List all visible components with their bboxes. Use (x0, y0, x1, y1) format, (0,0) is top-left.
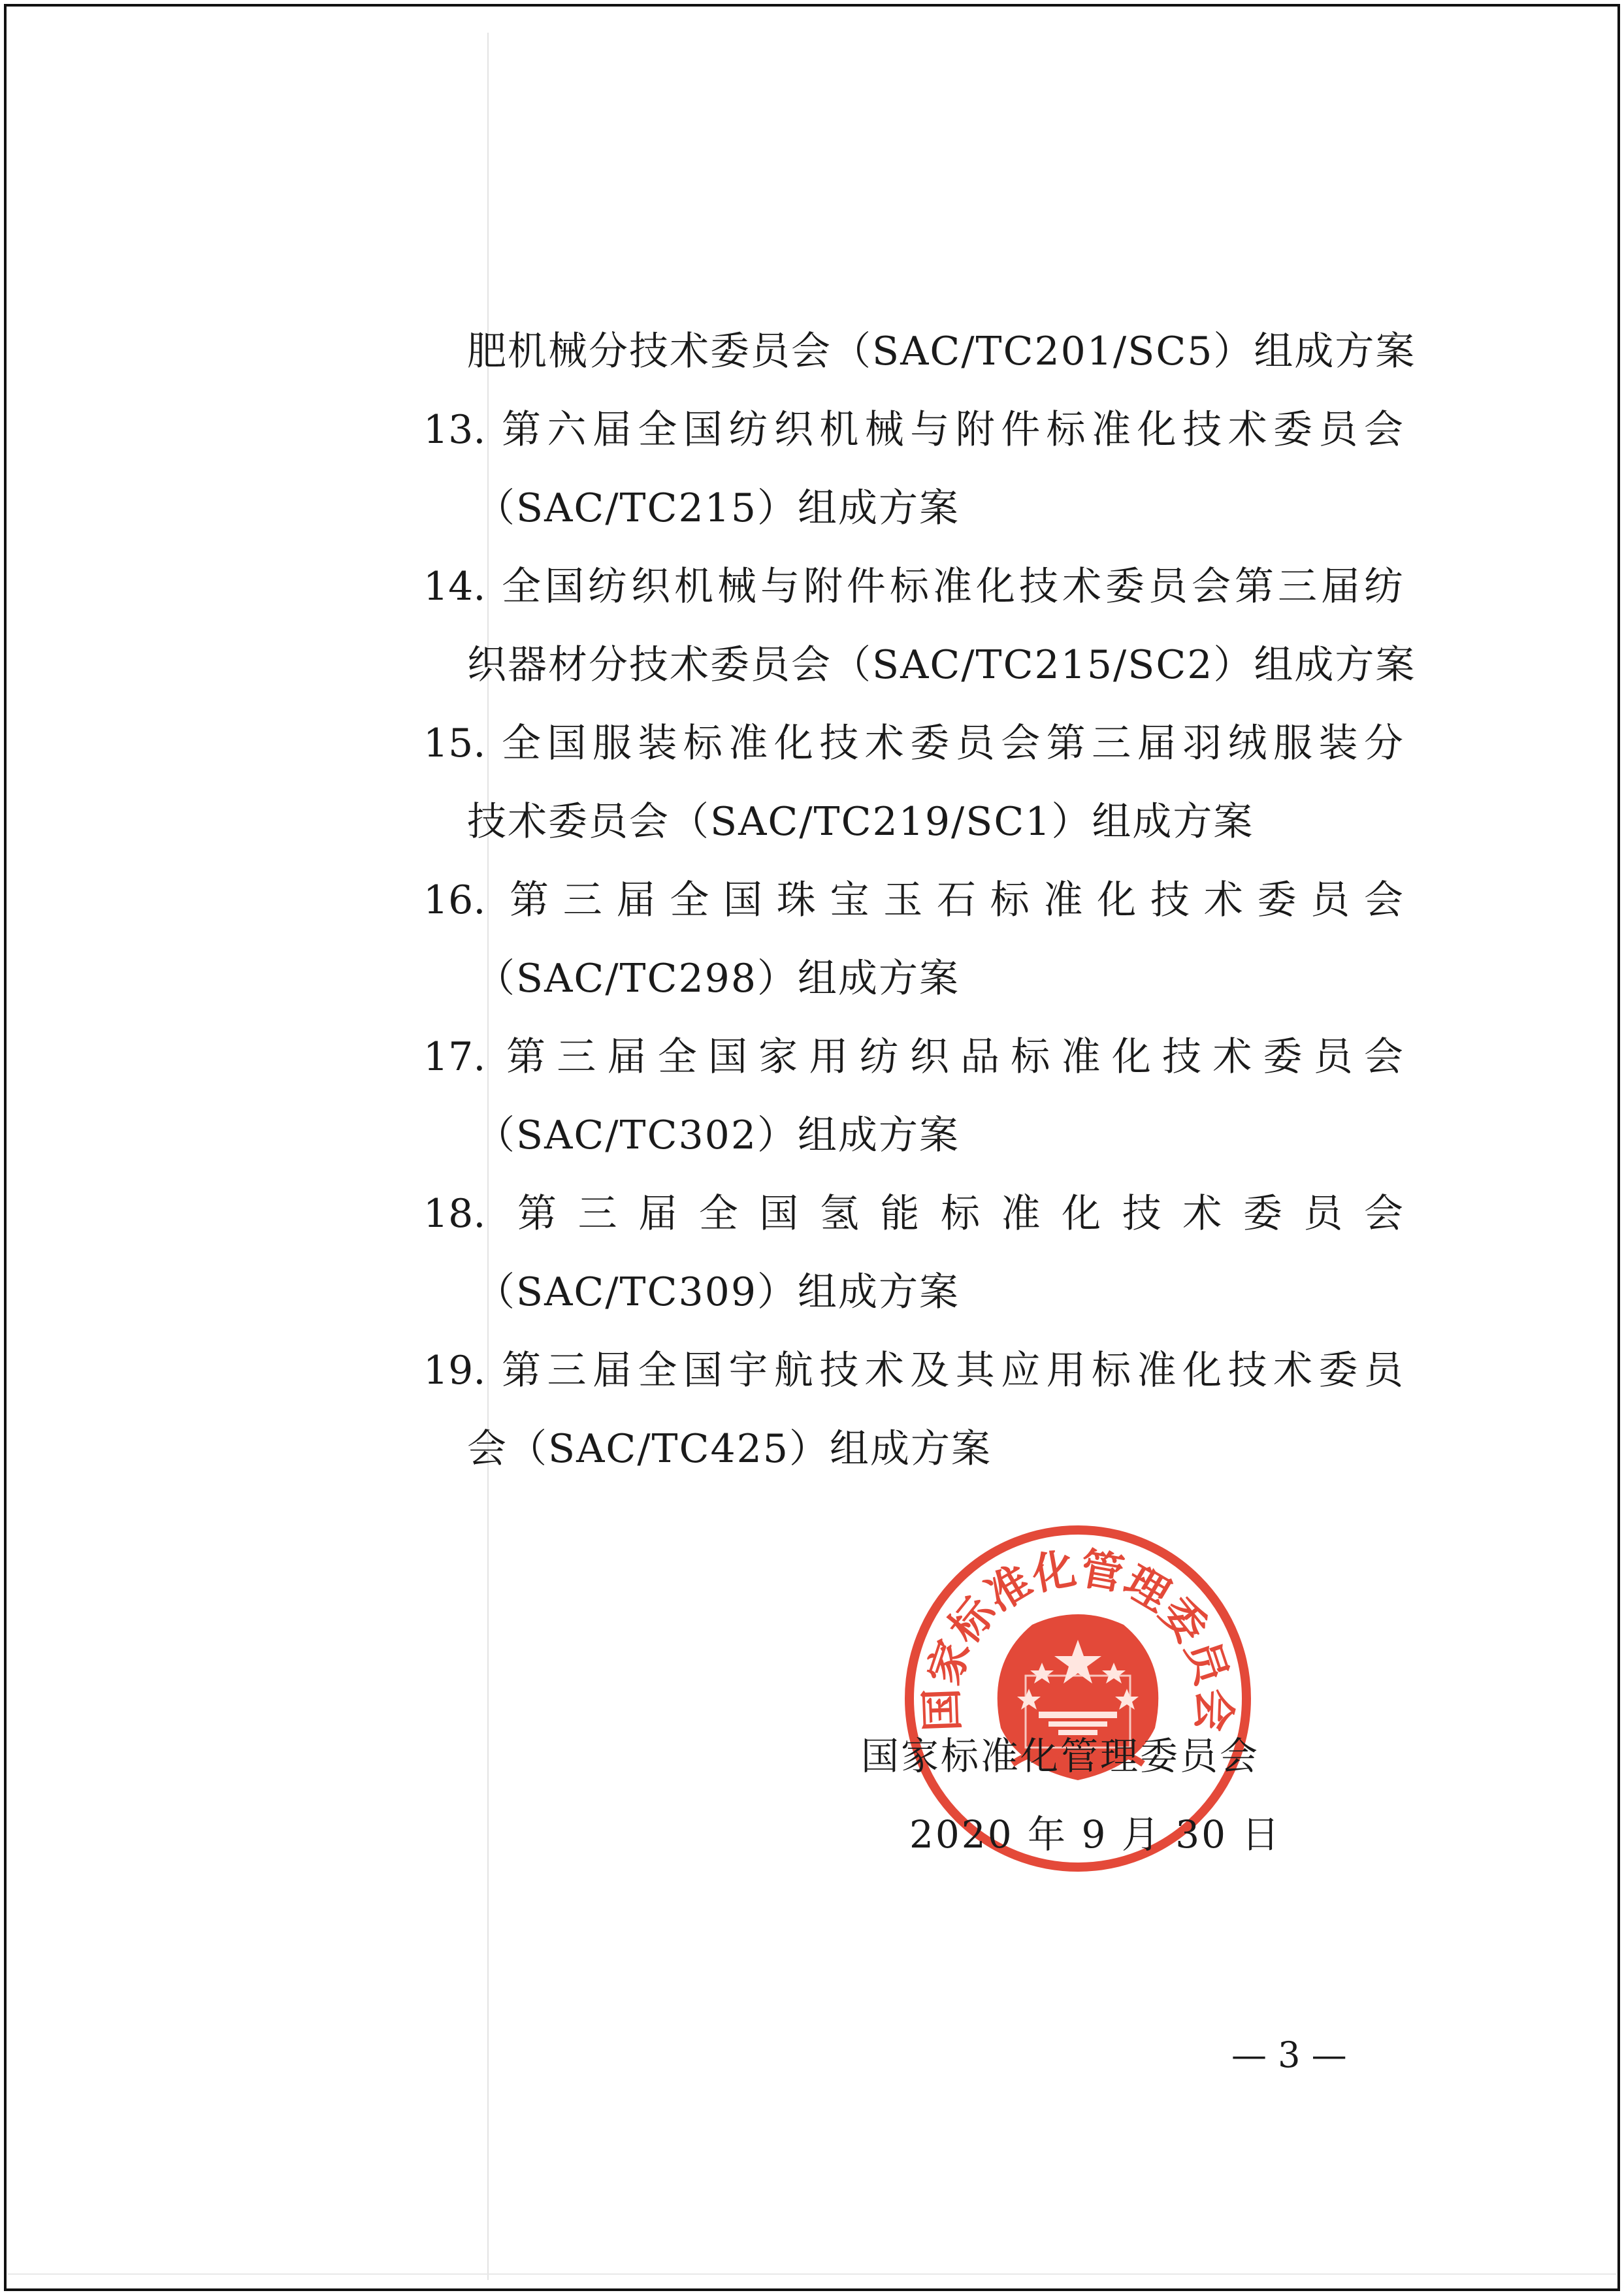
list-item-line: （SAC/TC215）组成方案 (476, 485, 960, 531)
list-item-line: 会（SAC/TC425）组成方案 (467, 1426, 992, 1472)
list-item-line: 全国纺织机械与附件标准化技术委员会第三届纺 (502, 564, 1405, 610)
list-item-line: 第三届全国氢能标准化技术委员会 (517, 1191, 1405, 1237)
list-item-number: 17. (423, 1034, 486, 1080)
list-item-line: 技术委员会（SAC/TC219/SC1）组成方案 (467, 799, 1254, 845)
list-item-line: 织器材分技术委员会（SAC/TC215/SC2）组成方案 (467, 642, 1416, 688)
list-item-continuation: 肥机械分技术委员会（SAC/TC201/SC5）组成方案 (467, 329, 1416, 374)
list-item-number: 14. (423, 564, 486, 610)
page-number: — 3 — (1231, 2034, 1347, 2075)
list-item-number: 16. (423, 877, 486, 923)
list-item-line: （SAC/TC302）组成方案 (476, 1113, 960, 1158)
list-item-line: 第三届全国家用纺织品标准化技术委员会 (506, 1034, 1405, 1080)
list-item-line: （SAC/TC298）组成方案 (476, 956, 960, 1001)
issue-date: 2020 年 9 月 30 日 (909, 1812, 1282, 1857)
list-item-number: 19. (423, 1348, 486, 1393)
list-item-line: 第三届全国宇航技术及其应用标准化技术委员 (502, 1348, 1405, 1393)
list-item-number: 15. (423, 721, 486, 766)
list-item-line: 全国服装标准化技术委员会第三届羽绒服装分 (502, 721, 1405, 766)
list-item-line: 第六届全国纺织机械与附件标准化技术委员会 (502, 407, 1405, 453)
list-item-number: 13. (423, 407, 486, 453)
seal-text: 国家标准化管理委员会 (915, 1542, 1241, 1733)
list-item-line: （SAC/TC309）组成方案 (476, 1269, 960, 1315)
issuing-organization: 国家标准化管理委员会 (861, 1734, 1260, 1778)
list-item-line: 第三届全国珠宝玉石标准化技术委员会 (510, 877, 1405, 923)
list-item-number: 18. (423, 1191, 486, 1237)
